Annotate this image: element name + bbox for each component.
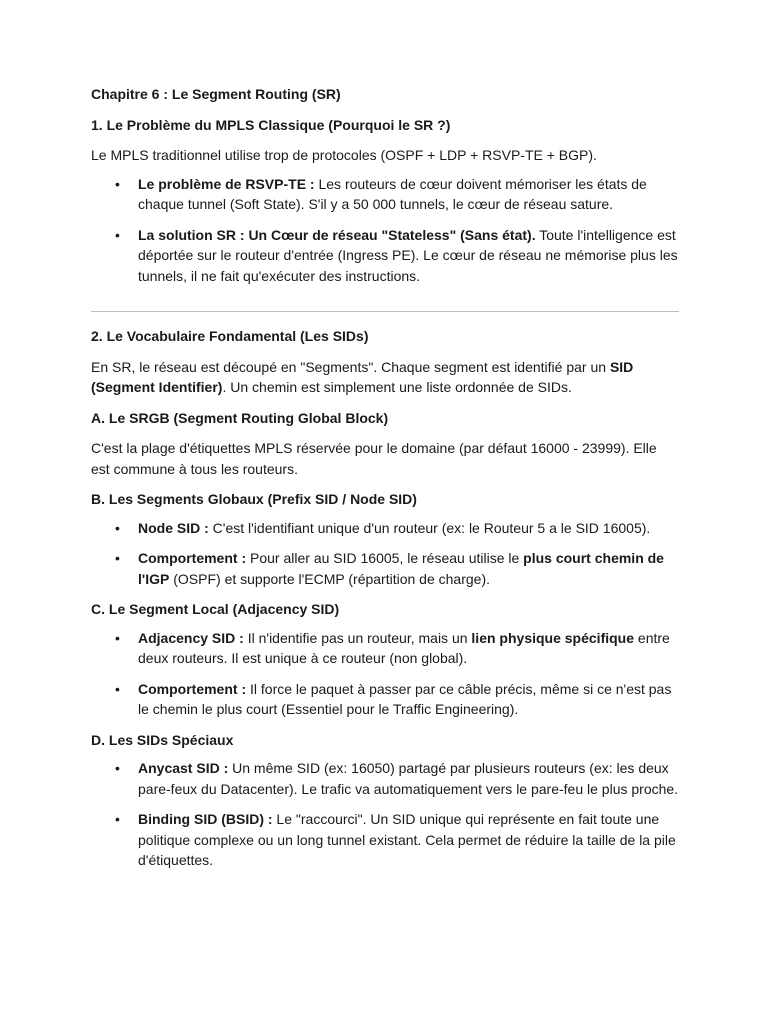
subsection-a-text: C'est la plage d'étiquettes MPLS réservée pour le domaine (par défaut 16000 - 23999). Elle est commune à tous les routeurs. — [91, 440, 657, 477]
section-1-heading: 1. Le Problème du MPLS Classique (Pourquoi le SR ?) — [91, 116, 451, 133]
subsection-d-list — [91, 758, 679, 871]
bullet-text: Pour aller au SID 16005, le réseau utilise le — [246, 550, 524, 566]
intro-bold: SID (Segment Identifier) — [91, 358, 634, 395]
bullet-label: Comportement : — [138, 550, 247, 566]
chapter-title: Chapitre 6 : Le Segment Routing (SR) — [91, 86, 341, 102]
intro-text-end: . Un chemin est simplement une liste ordonnée de SIDs. — [222, 379, 572, 395]
section-2-heading: 2. Le Vocabulaire Fondamental (Les SIDs) — [91, 328, 369, 344]
subsection-a-heading: A. Le SRGB (Segment Routing Global Block) — [91, 409, 389, 426]
bullet-label: Adjacency SID : — [138, 629, 244, 646]
bullet-text: Toute l'intelligence est déportée sur le routeur d'entrée (Ingress PE). Le cœur de réseau ne mémorise plus les tunnels, il ne fait qu'exécuter des instructions. — [138, 226, 678, 284]
bullet-label: Comportement : — [138, 680, 247, 697]
list-item — [91, 548, 679, 589]
subsection-b-heading: B. Les Segments Globaux (Prefix SID / Node SID) — [91, 491, 417, 507]
section-1-intro: Le MPLS traditionnel utilise trop de protocoles (OSPF + LDP + RSVP-TE + BGP). — [91, 147, 597, 163]
bullet-bold: lien physique spécifique — [471, 629, 635, 646]
bullet-label: Binding SID (BSID) : — [138, 811, 273, 827]
bullet-label: Anycast SID : — [138, 760, 229, 776]
list-item — [91, 758, 679, 799]
section-1-list — [91, 174, 679, 287]
list-item — [91, 518, 679, 539]
list-item — [91, 679, 679, 720]
list-item — [91, 628, 679, 669]
bullet-text: Un même SID (ex: 16050) partagé par plusieurs routeurs (ex: les deux pare-feux du Datacenter). Le trafic va automatiquement vers le pare-feu le plus proche. — [138, 760, 679, 797]
list-item — [91, 174, 679, 215]
subsection-b-list — [91, 518, 679, 590]
subsection-c-heading: C. Le Segment Local (Adjacency SID) — [91, 601, 340, 617]
bullet-text-end: entre deux routeurs. Il est unique à ce routeur (non global). — [138, 629, 670, 666]
bullet-text: Il force le paquet à passer par ce câble précis, même si ce n'est pas le chemin le plus court (Essentiel pour le Traffic Engineering). — [138, 680, 672, 717]
bullet-bold: plus court chemin de l'IGP — [138, 550, 664, 587]
section-2-intro — [91, 357, 679, 398]
section-divider — [91, 311, 679, 312]
bullet-text: C'est l'identifiant unique d'un routeur (ex: le Routeur 5 a le SID 16005). — [208, 519, 651, 536]
bullet-label: La solution SR : Un Cœur de réseau "Stateless" (Sans état). — [138, 226, 536, 243]
bullet-label: Node SID : — [138, 519, 209, 536]
list-item — [91, 225, 679, 287]
bullet-text: Il n'identifie pas un routeur, mais un — [243, 629, 472, 646]
intro-text: En SR, le réseau est découpé en "Segments". Chaque segment est identifié par un — [91, 358, 610, 375]
bullet-text: Le "raccourci". Un SID unique qui représente en fait toute une politique complexe ou un long tunnel existant. Cela permet de réduire la taille de la pile d'étiquettes. — [138, 811, 676, 868]
document-page — [91, 84, 679, 871]
subsection-d-heading: D. Les SIDs Spéciaux — [91, 731, 234, 748]
bullet-text-end: (OSPF) et supporte l'ECMP (répartition de charge). — [169, 570, 490, 587]
list-item — [91, 809, 679, 871]
subsection-c-list — [91, 628, 679, 720]
bullet-label: Le problème de RSVP-TE : — [138, 175, 315, 192]
bullet-text: Les routeurs de cœur doivent mémoriser les états de chaque tunnel (Soft State). S'il y a 50 000 tunnels, le cœur de réseau sature. — [138, 175, 647, 212]
